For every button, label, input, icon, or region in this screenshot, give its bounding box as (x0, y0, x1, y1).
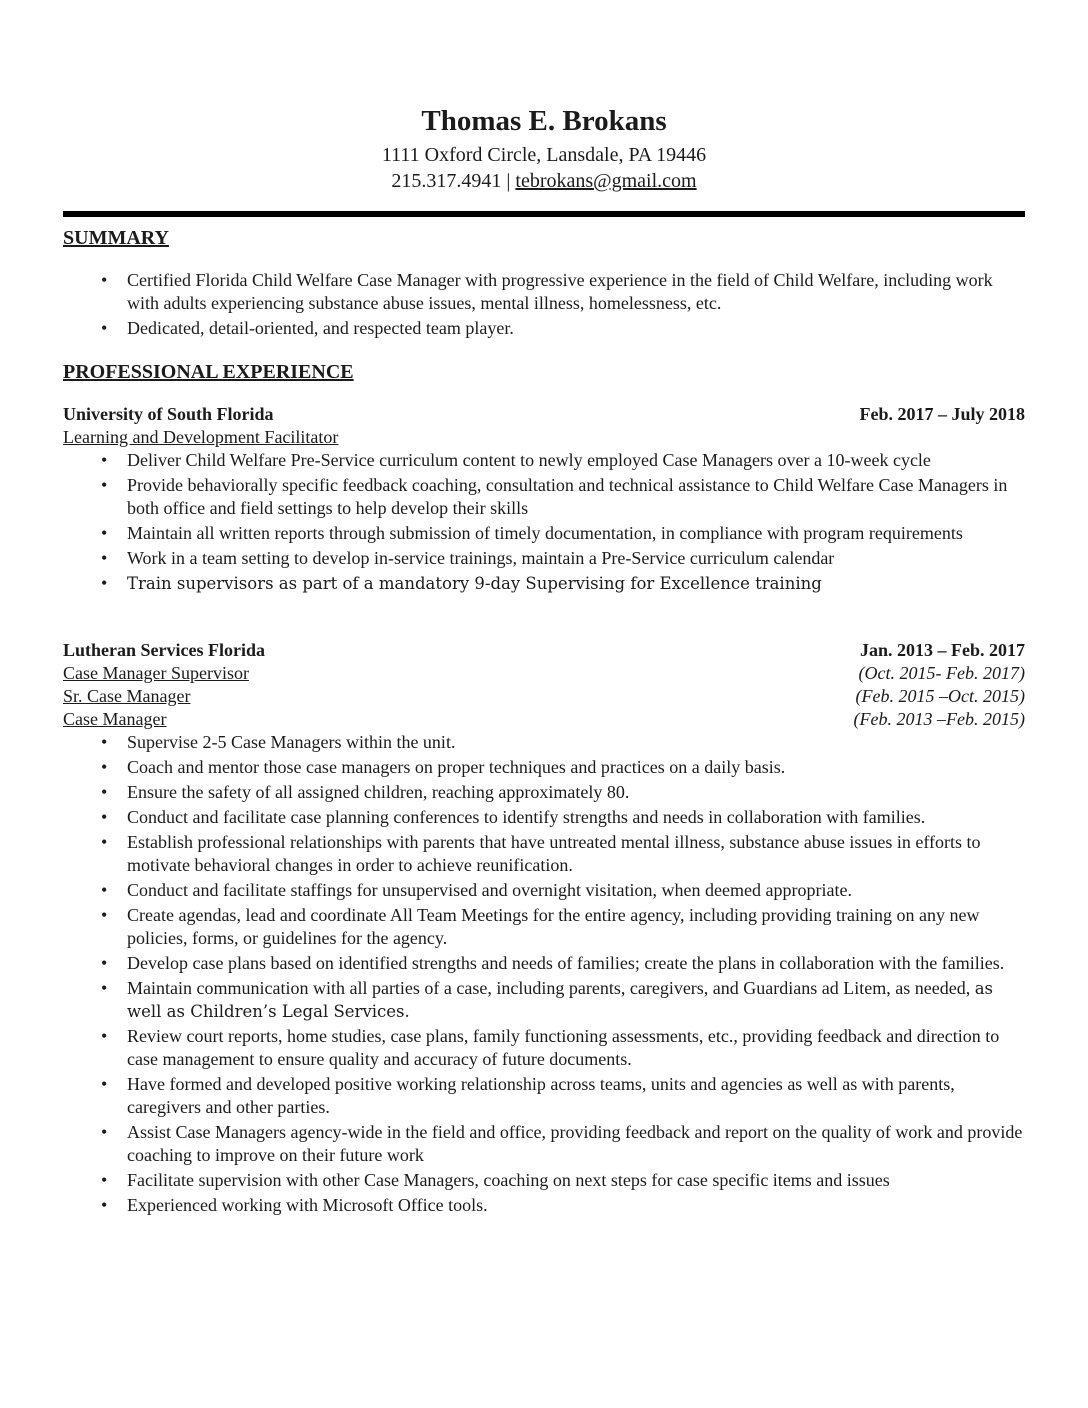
job-entry (63, 403, 1025, 595)
bullet-text: Provide behaviorally specific feedback coaching, consultation and technical assistance to Child Welfare Case Managers in both office and field settings to help develop their skills (127, 475, 1008, 518)
job-title-dates: (Feb. 2015 –Oct. 2015) (855, 686, 1025, 706)
bullet-item (63, 879, 1025, 902)
job-title: Learning and Development Facilitator (63, 427, 339, 447)
bullet-item (63, 474, 1025, 520)
email-link[interactable]: tebrokans@gmail.com (515, 170, 697, 192)
bullet-item (63, 317, 1025, 340)
contact-line (63, 168, 1025, 194)
job-title-row (63, 426, 1025, 449)
job-title-row (63, 708, 1025, 731)
bullet-text: Create agendas, lead and coordinate All Team Meetings for the entire agency, including providing training on any new policies, forms, or guidelines for the agency. (127, 905, 980, 948)
summary-section (63, 226, 1025, 340)
job-title-dates: (Oct. 2015- Feb. 2017) (858, 663, 1025, 683)
bullet-item (63, 1169, 1025, 1192)
job-bullet-list (63, 731, 1025, 1217)
phone-number: 215.317.4941 (391, 170, 502, 192)
resume-header (63, 104, 1025, 194)
bullet-text: Maintain all written reports through submission of timely documentation, in compliance with program requirements (127, 523, 963, 543)
job-header-row (63, 403, 1025, 426)
bullet-item (63, 904, 1025, 950)
bullet-text: Assist Case Managers agency-wide in the field and office, providing feedback and report on the quality of work and provide coaching to improve on their future work (127, 1122, 1023, 1165)
bullet-text: Conduct and facilitate staffings for unsupervised and overnight visitation, when deemed appropriate. (127, 880, 852, 900)
bullet-text: Develop case plans based on identified strengths and needs of families; create the plans in collaboration with the families. (127, 953, 1005, 973)
job-title: Case Manager (63, 709, 167, 729)
bullet-item (63, 547, 1025, 570)
bullet-text: Facilitate supervision with other Case Managers, coaching on next steps for case specific items and issues (127, 1170, 890, 1190)
summary-bullet-list (63, 269, 1025, 340)
job-title-row (63, 662, 1025, 685)
jobs-container (63, 403, 1025, 1217)
bullet-text: Review court reports, home studies, case plans, family functioning assessments, etc., providing feedback and direction to case management to ensure quality and accuracy of future documents. (127, 1026, 1000, 1069)
bullet-item (63, 1194, 1025, 1217)
bullet-text: Ensure the safety of all assigned children, reaching approximately 80. (127, 782, 630, 802)
company-name: Lutheran Services Florida (63, 640, 265, 660)
job-title: Case Manager Supervisor (63, 663, 249, 683)
bullet-text: Experienced working with Microsoft Office tools. (127, 1195, 488, 1215)
bullet-item (63, 449, 1025, 472)
bullet-text: Work in a team setting to develop in-service trainings, maintain a Pre-Service curriculum calendar (127, 548, 835, 568)
experience-heading: PROFESSIONAL EXPERIENCE (63, 361, 354, 383)
bullet-item (63, 269, 1025, 315)
bullet-item (63, 522, 1025, 545)
bullet-item (63, 831, 1025, 877)
job-bullet-list (63, 449, 1025, 595)
bullet-item (63, 806, 1025, 829)
contact-separator: | (501, 170, 516, 192)
person-name: Thomas E. Brokans (421, 105, 667, 137)
bullet-item (63, 572, 1025, 595)
bullet-item (63, 977, 1025, 1023)
bullet-text: Maintain communication with all parties of a case, including parents, caregivers, and Guardians ad Litem, as needed, (127, 978, 975, 998)
experience-section (63, 360, 1025, 1217)
horizontal-rule (63, 211, 1025, 217)
bullet-text: Conduct and facilitate case planning conferences to identify strengths and needs in collaboration with families. (127, 807, 926, 827)
bullet-text: Have formed and developed positive working relationship across teams, units and agencies as well as with parents, caregivers and other parties. (127, 1074, 955, 1117)
bullet-item (63, 781, 1025, 804)
address-line: 1111 Oxford Circle, Lansdale, PA 19446 (381, 144, 707, 166)
bullet-text: Certified Florida Child Welfare Case Manager with progressive experience in the field of Child Welfare, including work with adults experiencing substance abuse issues, mental illness, homelessness, etc. (127, 270, 993, 313)
bullet-text: Dedicated, detail-oriented, and respected team player. (127, 318, 514, 338)
bullet-item (63, 952, 1025, 975)
job-dates: Feb. 2017 – July 2018 (859, 404, 1025, 424)
bullet-text: Supervise 2-5 Case Managers within the unit. (127, 732, 456, 752)
job-title-row (63, 685, 1025, 708)
bullet-text: Coach and mentor those case managers on proper techniques and practices on a daily basis. (127, 757, 786, 777)
bullet-text: Deliver Child Welfare Pre-Service curriculum content to newly employed Case Managers over a 10-week cycle (127, 450, 931, 470)
bullet-item (63, 1121, 1025, 1167)
bullet-text: as well as Children’s Legal Services. (127, 979, 994, 1021)
bullet-text: Establish professional relationships with parents that have untreated mental illness, substance abuse issues in efforts to motivate behavioral changes in order to achieve reunification. (127, 832, 981, 875)
bullet-item (63, 731, 1025, 754)
job-entry (63, 639, 1025, 1217)
job-title-dates: (Feb. 2013 –Feb. 2015) (853, 709, 1025, 729)
summary-heading: SUMMARY (63, 227, 169, 249)
job-dates: Jan. 2013 – Feb. 2017 (859, 640, 1025, 660)
job-title: Sr. Case Manager (63, 686, 191, 706)
company-name: University of South Florida (63, 404, 274, 424)
bullet-text: Train supervisors as part of a mandatory 9-day Supervising for Excellence training (127, 574, 822, 593)
bullet-item (63, 1073, 1025, 1119)
bullet-item (63, 1025, 1025, 1071)
bullet-item (63, 756, 1025, 779)
job-header-row (63, 639, 1025, 662)
